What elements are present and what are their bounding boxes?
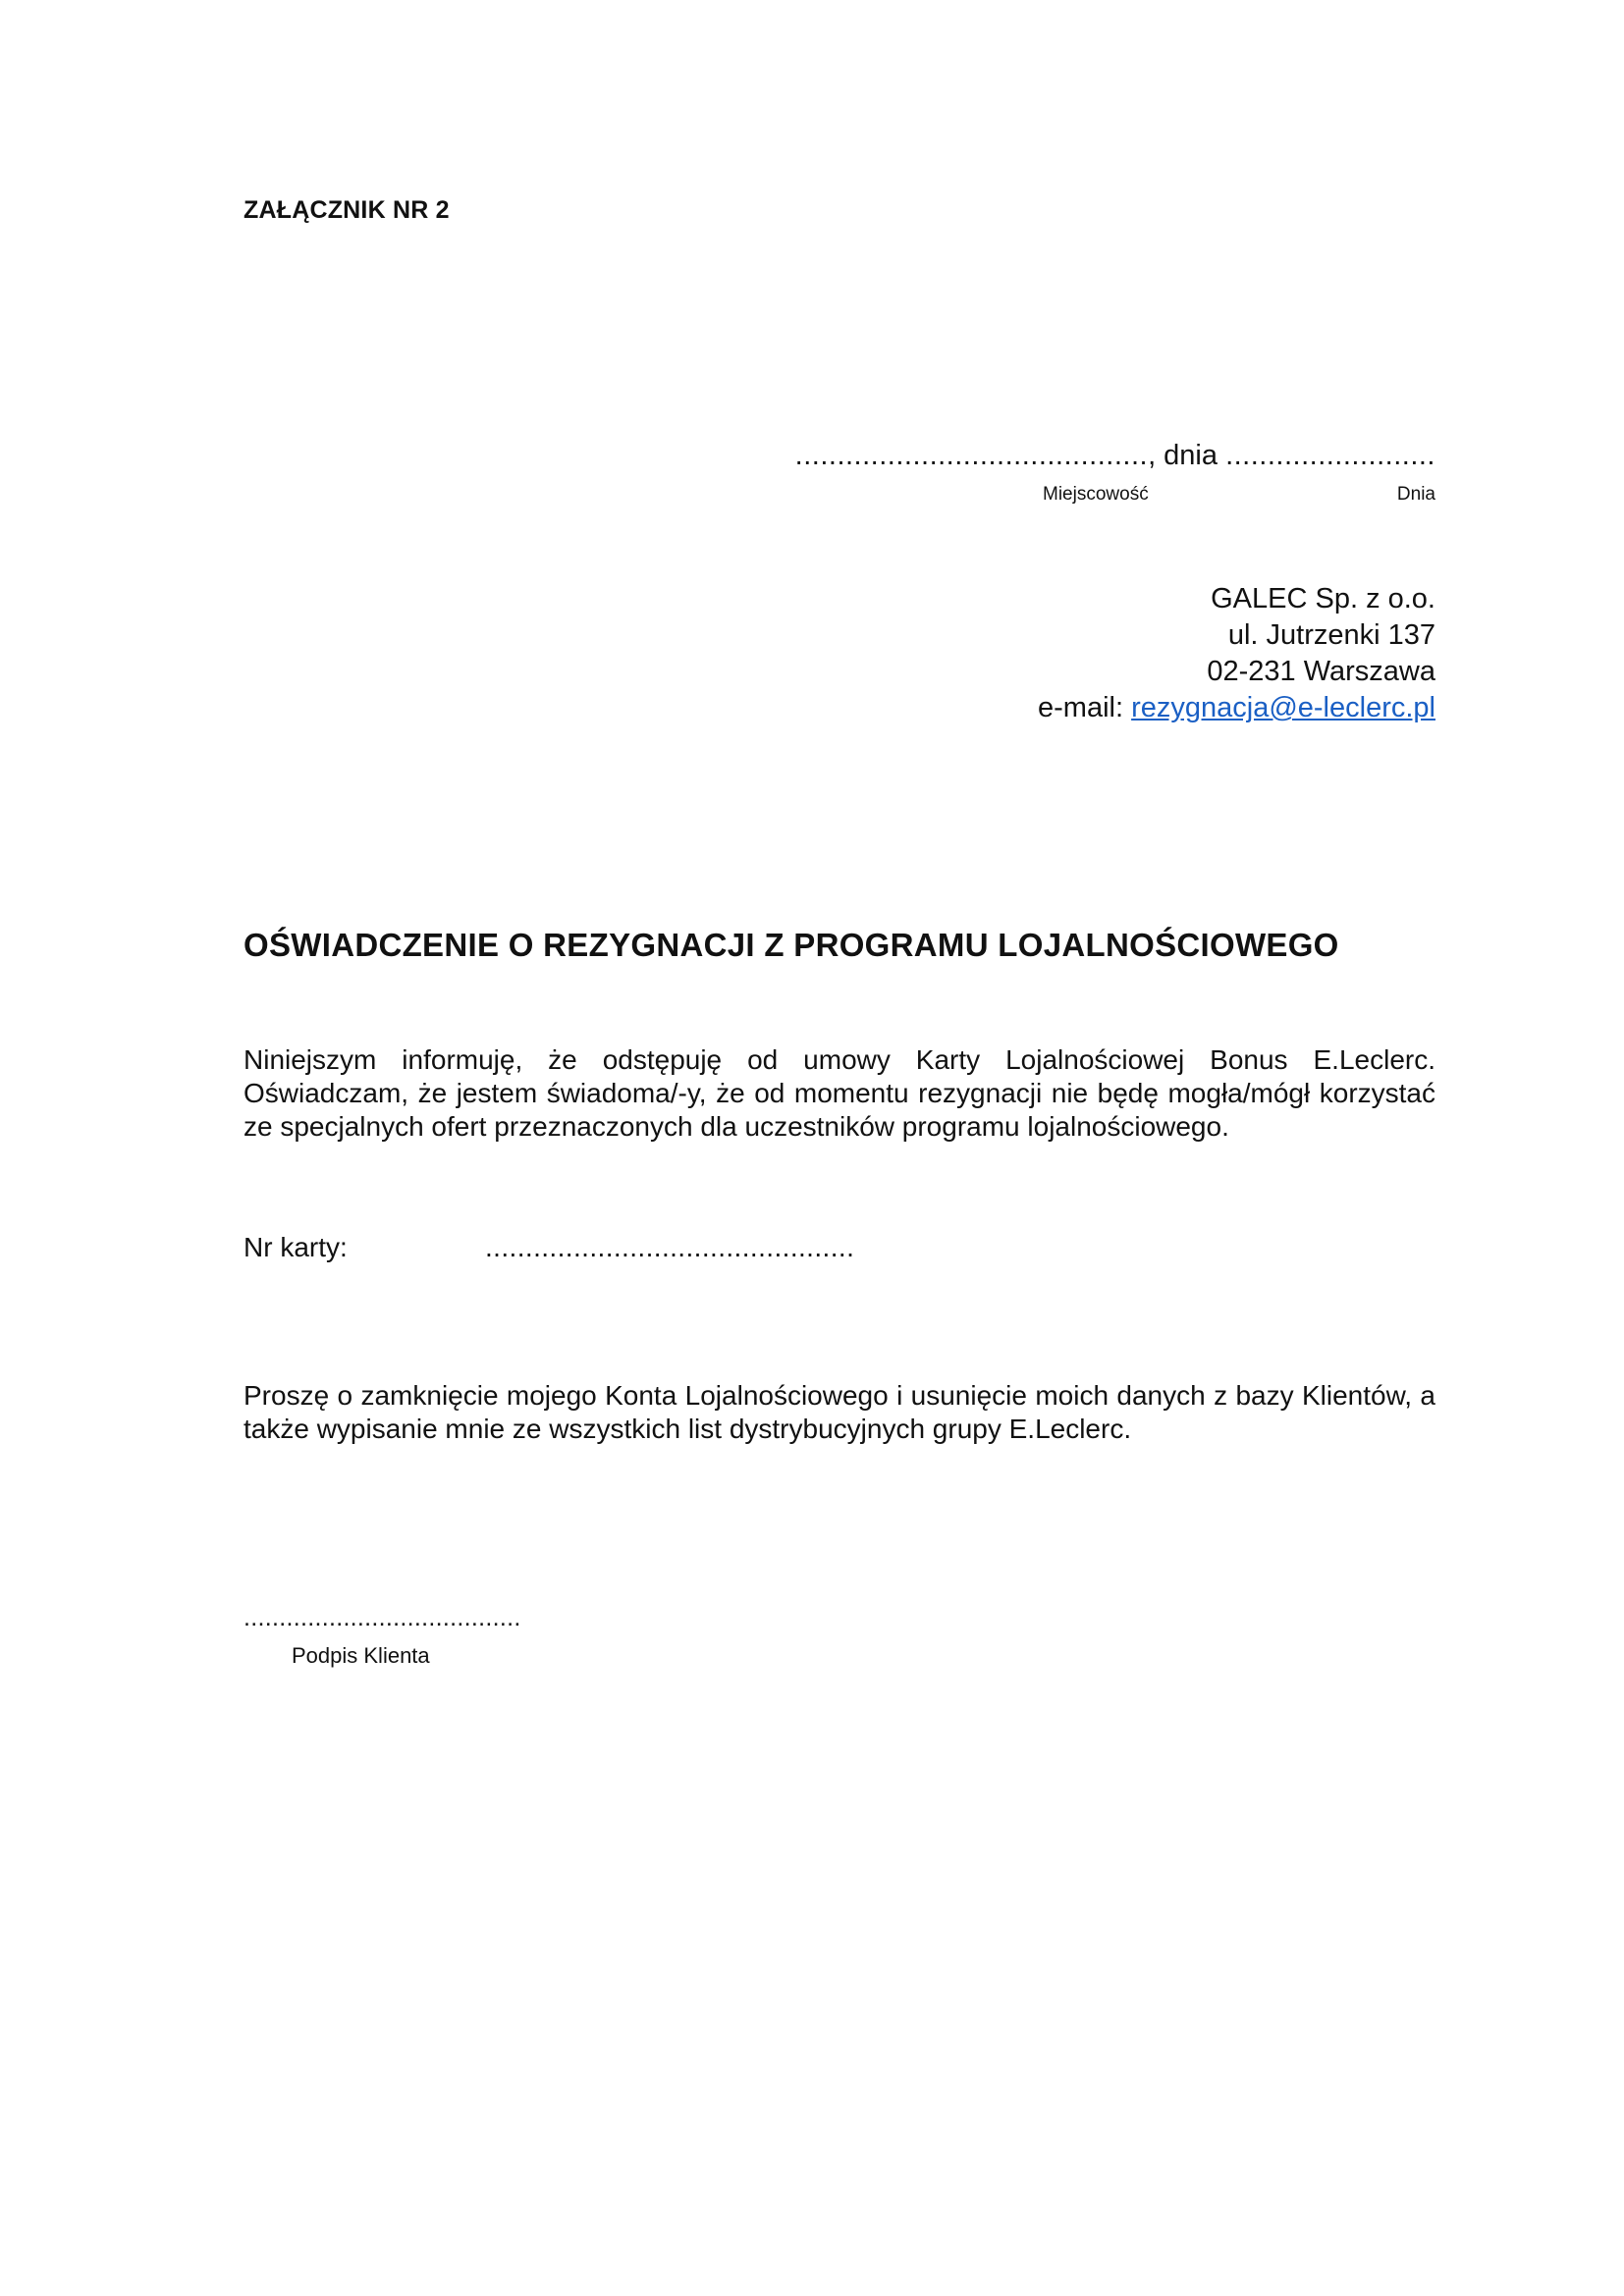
recipient-address xyxy=(1038,581,1435,726)
annex-label: ZAŁĄCZNIK NR 2 xyxy=(244,196,450,224)
recipient-company: GALEC Sp. z o.o. xyxy=(1211,583,1435,614)
card-number-field: .............................................. xyxy=(485,1232,855,1262)
email-label: e-mail: xyxy=(1038,692,1132,723)
place-field: .......................................... xyxy=(794,440,1149,471)
recipient-city: 02-231 Warszawa xyxy=(1207,656,1435,687)
recipient-street: ul. Jutrzenki 137 xyxy=(1227,619,1435,651)
date-separator: , dnia xyxy=(1148,440,1226,471)
place-date-line xyxy=(795,440,1435,472)
date-field: ......................... xyxy=(1225,440,1435,471)
signature-caption: Podpis Klienta xyxy=(292,1643,430,1668)
email-link[interactable]: rezygnacja@e-leclerc.pl xyxy=(1131,692,1435,723)
date-caption: Dnia xyxy=(1396,484,1435,505)
place-caption: Miejscowość xyxy=(1043,484,1149,505)
statement-paragraph: Niniejszym informuję, że odstępuję od umowy Karty Lojalnościowej Bonus E.Leclerc. Oświadczam, że jestem świadoma/-y, że od momentu rezygnacji nie będę mogła/mógł korzystać ze specjalnych ofert przeznaczonych dla uczestników programu lojalnościowego. xyxy=(244,1044,1435,1142)
request-paragraph: Proszę o zamknięcie mojego Konta Lojalnościowego i usunięcie moich danych z bazy Klientów, a także wypisanie mnie ze wszystkich list dystrybucyjnych grupy E.Leclerc. xyxy=(244,1380,1435,1444)
card-number-label: Nr karty: xyxy=(244,1232,348,1262)
document-title: OŚWIADCZENIE O REZYGNACJI Z PROGRAMU LOJALNOŚCIOWEGO xyxy=(244,927,1339,963)
signature-field: ....................................... xyxy=(244,1604,521,1631)
recipient-email-line xyxy=(1038,690,1435,726)
